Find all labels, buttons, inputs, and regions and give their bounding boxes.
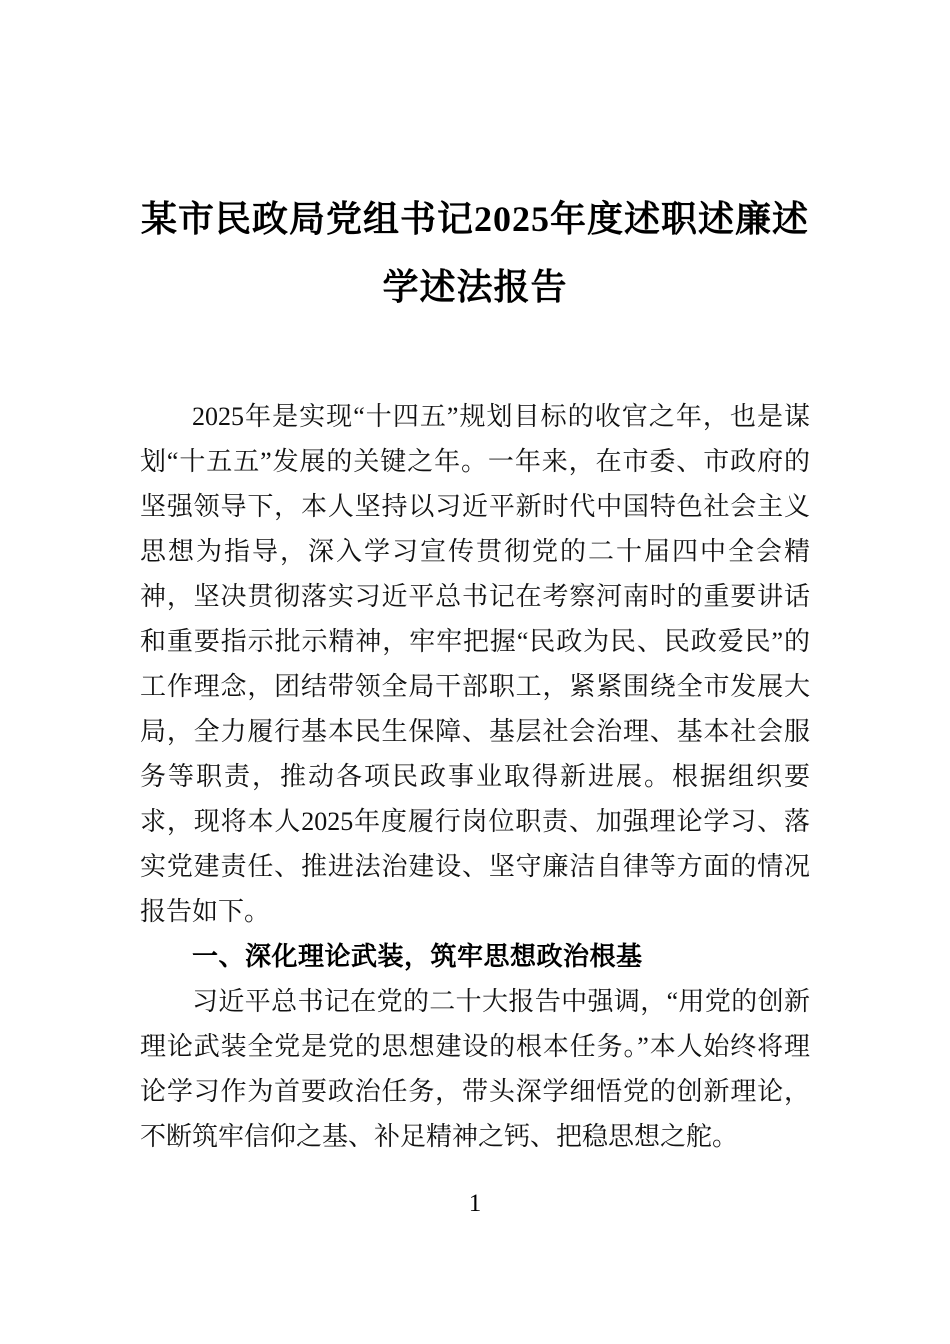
paragraph-introduction: 2025年是实现“十四五”规划目标的收官之年，也是谋划“十五五”发展的关键之年。一年来，在市委、市政府的坚强领导下，本人坚持以习近平新时代中国特色社会主义思想为指导，深入学习宣传贯彻党的二十届四中全会精神，坚决贯彻落实习近平总书记在考察河南时的重要讲话和重要指示批示精神，牢牢把握“民政为民、民政爱民”的工作理念，团结带领全局干部职工，紧紧围绕全市发展大局，全力履行基本民生保障、基层社会治理、基本社会服务等职责，推动各项民政事业取得新进展。根据组织要求，现将本人2025年度履行岗位职责、加强理论学习、落实党建责任、推进法治建设、坚守廉洁自律等方面的情况报告如下。 [140,402,810,926]
section-heading-theory: 一、深化理论武装，筑牢思想政治根基 [192,941,643,971]
paragraph-theory-study: 习近平总书记在党的二十大报告中强调，“用党的创新理论武装全党是党的思想建设的根本任务。”本人始终将理论学习作为首要政治任务，带头深学细悟党的创新理论，不断筑牢信仰之基、补足精神之钙、把稳思想之舵。 [140,987,810,1151]
document-body [140,394,810,1159]
document-title [110,185,840,321]
document-title-line-2: 学述法报告 [382,267,568,307]
page-number: 1 [468,1190,482,1217]
document-title-line-1: 某市民政局党组书记2025年度述职述廉述 [140,199,809,239]
